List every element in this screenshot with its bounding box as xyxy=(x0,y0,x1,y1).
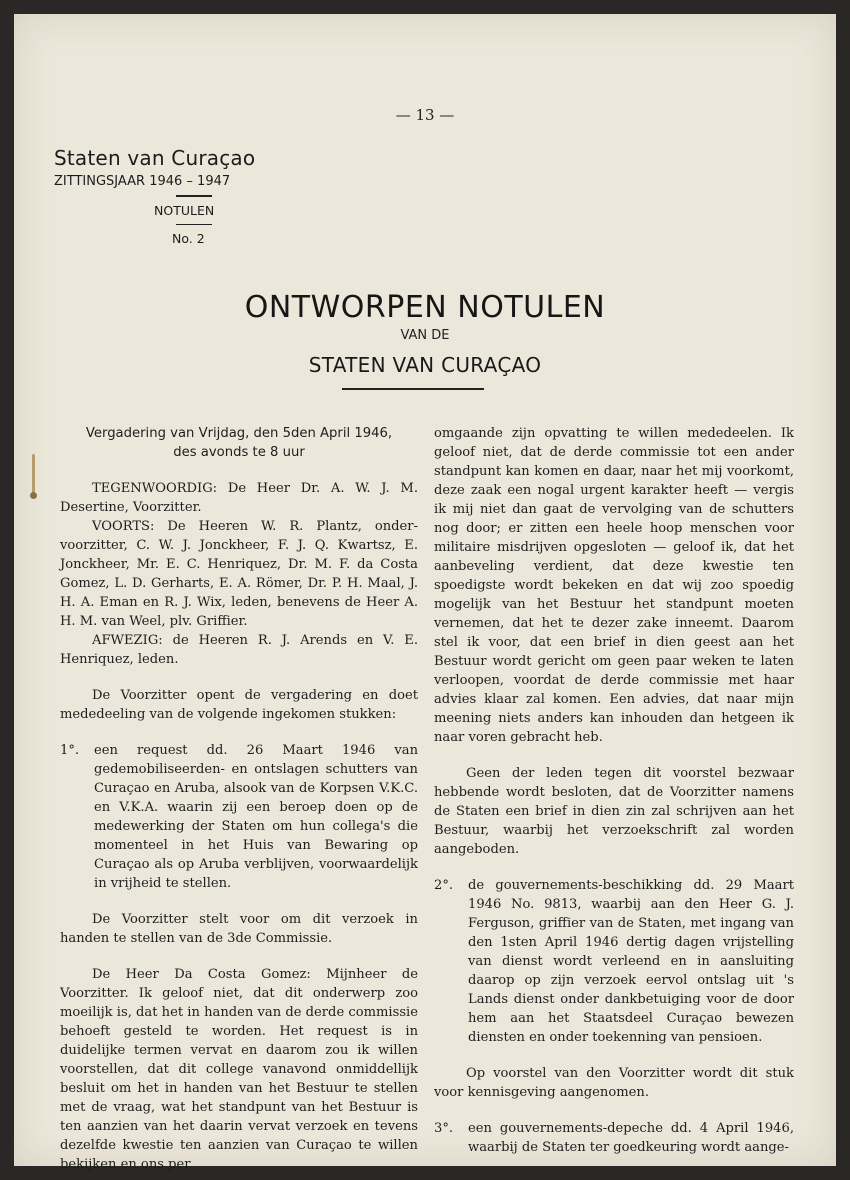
header-block xyxy=(54,146,284,246)
page-number: — 13 — xyxy=(395,106,455,124)
staple-dot xyxy=(30,492,37,499)
meeting-line-1: Vergadering van Vrijdag, den 5den April 1946, xyxy=(85,426,393,441)
header-session: ZITTINGSJAAR 1946 – 1947 xyxy=(54,174,231,189)
kennisgeving-paragraph: Op voorstel van den Voorzitter wordt dit stuk voor kennisgeving aangenomen. xyxy=(434,1066,794,1100)
item-text: een request dd. 26 Maart 1946 van gedemobiliseerden- en ontslagen schutters van Curaçao en Aruba, alsook van de Korpsen V.K.C. en V.K.A. waarin zij een beroep doen op de medewerking der Staten om hun collega's die momenteel in het Huis van Bewaring op Curaçao als op Aruba verblijven, voorwaardelijk in vrijheid te stellen. xyxy=(94,743,418,891)
tegenwoordig-paragraph: TEGENWOORDIG: De Heer Dr. A. W. J. M. Desertine, Voorzitter. xyxy=(60,481,418,515)
item-number: 2°. xyxy=(434,878,454,893)
meeting-line-2: des avonds te 8 uur xyxy=(173,445,305,460)
besluit-paragraph: Geen der leden tegen dit voorstel bezwaar hebbende wordt besloten, dat de Voorzitter namens de Staten een brief in dien zin zal schrijven aan het Bestuur, waarbij het verzoekschrift zal worden aangeboden. xyxy=(434,766,794,857)
document-page xyxy=(14,14,836,1172)
title-subline: VAN DE xyxy=(400,328,450,343)
header-divider-2 xyxy=(176,224,212,226)
header-notulen: NOTULEN xyxy=(154,202,215,218)
header-divider xyxy=(176,195,212,197)
item-number: 3°. xyxy=(434,1121,454,1136)
agenda-item-3 xyxy=(434,1119,794,1157)
item-text: de gouvernements-beschikking dd. 29 Maart 1946 No. 9813, waarbij aan den Heer G. J. Ferguson, griffier van de Staten, met ingang van den 1sten April 1946 dertig dagen vrijstelling van dienst wordt verleend en in aansluiting daarop op zijn verzoek eervol ontslag uit 's Lands dienst onder dankbetuiging voor de door hem aan het Staatsdeel Curaçao bewezen diensten en onder toekenning van pensioen. xyxy=(468,878,794,1045)
voorstel-paragraph: De Voorzitter stelt voor om dit verzoek in handen te stellen van de 3de Commissie. xyxy=(60,912,418,946)
da-costa-paragraph: De Heer Da Costa Gomez: Mijnheer de Voorzitter. Ik geloof niet, dat dit onderwerp zoo moeilijk is, dat het in handen van de derde commissie behoeft gesteld te worden. Het request is in duidelijke termen vervat en daarom zou ik willen voorstellen, dat dit college vanavond onmiddellijk besluit om het in handen van het Bestuur te stellen met de vraag, wat het standpunt van het Bestuur is ten aanzien van het daarin vervat verzoek en tevens dezelfde kwestie ten aanzien van Curaçao te willen bekijken en ons per xyxy=(60,967,418,1172)
title-divider xyxy=(342,388,484,390)
continued-paragraph: omgaande zijn opvatting te willen mededeelen. Ik geloof niet, dat de derde commissie tot een ander standpunt kan komen en daar, naar het mij voorkomt, deze zaak een nogal urgent karakter heeft — vergis ik mij niet dan gaat de vervolging van de schutters nog door; er zitten een heele hoop menschen voor militaire misdrijven opgesloten — geloof ik, dat het aanbeveling verdient, dat deze kwestie ten spoedigste wordt bekeken en dat wij zoo spoedig mogelijk van het Bestuur het standpunt moeten vernemen, dat het te dezer zake inneemt. Daarom stel ik voor, dat een brief in dien geest aan het Bestuur wordt gericht om geen paar weken te laten verloopen, voordat de derde commissie met haar advies klaar zal komen. Een advies, dat naar mijn meening niets anders kan inhouden dan hetgeen ik naar voren gebracht heb. xyxy=(434,426,794,745)
title-staten: STATEN VAN CURAÇAO xyxy=(308,353,542,377)
afwezig-paragraph: AFWEZIG: de Heeren R. J. Arends en V. E. Henriquez, leden. xyxy=(60,633,418,667)
header-number: No. 2 xyxy=(172,231,205,246)
right-column xyxy=(434,424,794,1157)
main-title: ONTWORPEN NOTULEN xyxy=(244,290,606,325)
item-number: 1°. xyxy=(60,743,80,758)
agenda-item-2 xyxy=(434,876,794,1047)
item-text: een gouvernements-depeche dd. 4 April 1946, waarbij de Staten ter goedkeuring wordt aange- xyxy=(468,1121,794,1155)
header-title: Staten van Curaçao xyxy=(54,146,256,170)
voorts-paragraph: VOORTS: De Heeren W. R. Plantz, onder-voorzitter, C. W. J. Jonckheer, F. J. Q. Kwartsz, E. Jonckheer, Mr. E. C. Henriquez, Dr. M. F. da Costa Gomez, L. D. Gerharts, E. A. Römer, Dr. P. H. Maal, J. H. A. Eman en R. J. Wix, leden, benevens de Heer A. H. M. van Weel, plv. Griffier. xyxy=(60,519,418,629)
opening-paragraph: De Voorzitter opent de vergadering en doet mededeeling van de volgende ingekomen stukken: xyxy=(60,688,418,722)
agenda-item-1 xyxy=(60,741,418,893)
left-column xyxy=(60,424,418,1174)
